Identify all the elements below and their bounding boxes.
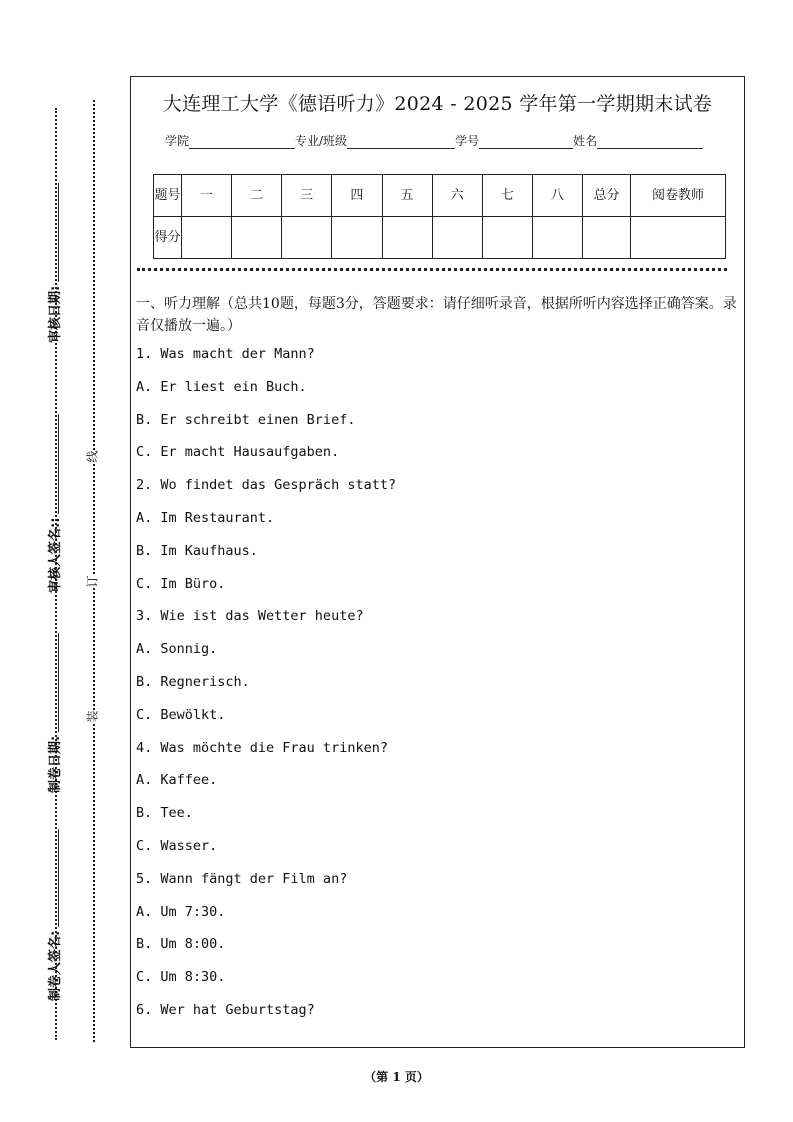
reviewer-signature-field[interactable] bbox=[43, 413, 63, 593]
score-cell-total[interactable] bbox=[583, 217, 631, 259]
student-info-row bbox=[165, 132, 703, 149]
score-col-8: 八 bbox=[532, 175, 582, 217]
answer-option: B. Um 8:00. bbox=[136, 936, 226, 953]
score-col-4: 四 bbox=[332, 175, 382, 217]
college-label: 学院 bbox=[165, 134, 190, 148]
score-cell[interactable] bbox=[332, 217, 382, 259]
binding-mark-bind: 装 bbox=[82, 710, 103, 722]
grader-header: 阅卷教师 bbox=[631, 175, 726, 217]
major-class-label: 专业/班级 bbox=[295, 134, 348, 148]
maker-signature-field[interactable] bbox=[43, 829, 63, 1001]
answer-option: C. Bewölkt. bbox=[136, 706, 226, 723]
answer-option: B. Er schreibt einen Brief. bbox=[136, 411, 356, 428]
section-heading: 一、听力理解（总共10题，每题3分，答题要求：请仔细听录音，根据所听内容选择正确答案。录音仅播放一遍。） bbox=[136, 296, 737, 334]
question-item: 6. Wer hat Geburtstag? bbox=[136, 1001, 315, 1018]
answer-option: C. Um 8:30. bbox=[136, 969, 226, 986]
reviewer-date-field[interactable] bbox=[43, 183, 63, 343]
score-cell[interactable] bbox=[282, 217, 332, 259]
score-cell[interactable] bbox=[532, 217, 582, 259]
question-item: 1. Was macht der Mann? bbox=[136, 346, 315, 362]
student-id-label: 学号 bbox=[455, 134, 480, 148]
binding-mark-staple: 订 bbox=[82, 575, 103, 587]
maker-signature-label: 制卷人签名: bbox=[47, 930, 63, 1001]
maker-date-label: 制卷日期: bbox=[47, 735, 63, 793]
score-col-5: 五 bbox=[382, 175, 432, 217]
score-table-score-row bbox=[154, 217, 726, 259]
question-item: 4. Was möchte die Frau trinken? bbox=[136, 739, 388, 756]
name-field[interactable] bbox=[597, 136, 703, 149]
score-col-total: 总分 bbox=[583, 175, 631, 217]
score-col-2: 二 bbox=[232, 175, 282, 217]
student-id-field[interactable] bbox=[479, 136, 573, 149]
grader-cell[interactable] bbox=[631, 217, 726, 259]
maker-date-field[interactable] bbox=[43, 633, 63, 793]
answer-option: B. Tee. bbox=[136, 805, 193, 822]
reviewer-date-label: 审核日期: bbox=[47, 285, 63, 343]
answer-option: A. Sonnig. bbox=[136, 641, 218, 658]
reviewer-signature-label: 审核人签名:: bbox=[47, 517, 63, 593]
exam-title: 大连理工大学《德语听力》2024 - 2025 学年第一学期期末试卷 bbox=[162, 93, 713, 115]
binding-mark-line: 线 bbox=[82, 450, 103, 462]
score-cell[interactable] bbox=[232, 217, 282, 259]
score-col-3: 三 bbox=[282, 175, 332, 217]
answer-option: C. Wasser. bbox=[136, 837, 218, 854]
binding-dotted-line-inner bbox=[93, 100, 95, 1042]
dotted-separator bbox=[137, 268, 727, 271]
score-row-header: 得分 bbox=[154, 217, 182, 259]
answer-option: A. Kaffee. bbox=[136, 772, 218, 789]
major-class-field[interactable] bbox=[347, 136, 455, 149]
answer-option: B. Im Kaufhaus. bbox=[136, 542, 258, 559]
score-cell[interactable] bbox=[182, 217, 232, 259]
answer-option: A. Er liest ein Buch. bbox=[136, 378, 307, 395]
exam-paper-frame bbox=[130, 76, 745, 1048]
question-item: 3. Wie ist das Wetter heute? bbox=[136, 608, 364, 625]
name-label: 姓名 bbox=[573, 134, 598, 148]
answer-option: A. Um 7:30. bbox=[136, 903, 226, 920]
score-cell[interactable] bbox=[432, 217, 482, 259]
score-table-header-row bbox=[154, 175, 726, 217]
score-cell[interactable] bbox=[382, 217, 432, 259]
question-item: 2. Wo findet das Gespräch statt? bbox=[136, 477, 397, 494]
question-number-header: 题号 bbox=[154, 175, 182, 217]
question-item: 5. Wann fängt der Film an? bbox=[136, 870, 348, 887]
score-col-7: 七 bbox=[482, 175, 532, 217]
question-list bbox=[136, 344, 396, 1033]
answer-option: C. Er macht Hausaufgaben. bbox=[136, 444, 340, 461]
score-col-6: 六 bbox=[432, 175, 482, 217]
answer-option: C. Im Büro. bbox=[136, 575, 226, 592]
score-cell[interactable] bbox=[482, 217, 532, 259]
answer-option: B. Regnerisch. bbox=[136, 673, 250, 690]
answer-option: A. Im Restaurant. bbox=[136, 509, 275, 526]
college-field[interactable] bbox=[189, 136, 295, 149]
score-col-1: 一 bbox=[182, 175, 232, 217]
page-number: （第 1 页） bbox=[364, 1070, 429, 1084]
score-table bbox=[153, 174, 726, 259]
